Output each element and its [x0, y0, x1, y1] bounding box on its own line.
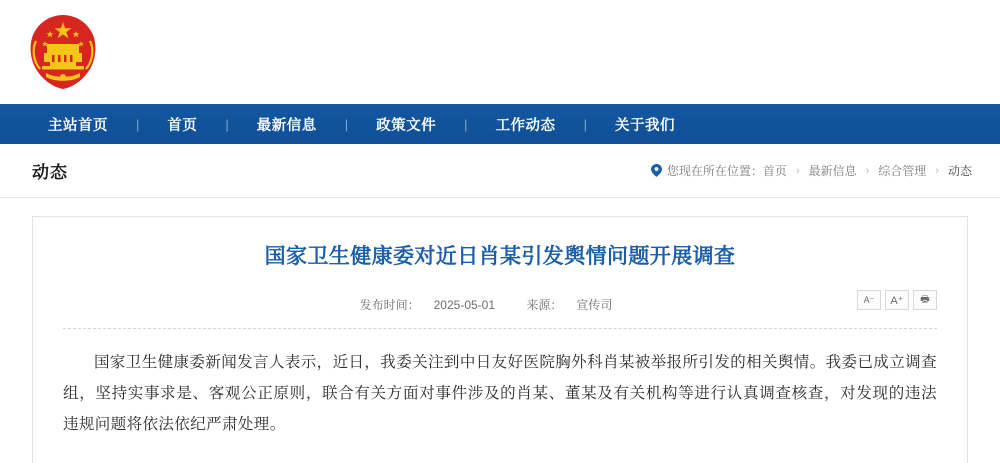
article-card	[32, 216, 968, 463]
article-tools	[853, 290, 937, 310]
print-icon[interactable]: 🖶	[913, 290, 937, 310]
nav-item-2[interactable]: 最新信息	[256, 117, 317, 134]
nav-item-0[interactable]: 主站首页	[48, 117, 108, 134]
article-meta-row	[63, 292, 937, 316]
source-label: 来源：	[526, 297, 563, 312]
nav-item-5[interactable]: 关于我们	[614, 117, 675, 134]
nav-separator: |	[225, 116, 229, 132]
breadcrumb-arrow: ›	[935, 164, 939, 177]
location-pin-icon	[651, 164, 662, 177]
site-header	[0, 0, 1000, 104]
breadcrumb-arrow: ›	[865, 164, 870, 177]
breadcrumb	[651, 162, 972, 179]
breadcrumb-item-0[interactable]: 首页	[762, 164, 787, 178]
breadcrumb-item-3: 动态	[947, 164, 972, 178]
nav-item-1[interactable]: 首页	[167, 117, 198, 134]
publish-time-value: 2025-05-01	[433, 297, 496, 312]
main-navigation	[0, 104, 1000, 144]
publish-time	[360, 298, 509, 312]
article-divider	[63, 328, 937, 329]
source-value: 宣传司	[576, 297, 613, 312]
breadcrumb-item-2[interactable]: 综合管理	[878, 164, 927, 178]
nav-separator: |	[344, 116, 349, 132]
content-wrapper	[0, 198, 1000, 463]
page-title: 动态	[32, 163, 68, 182]
nav-item-3[interactable]: 政策文件	[376, 117, 437, 134]
article-title: 国家卫生健康委对近日肖某引发舆情问题开展调查	[264, 245, 736, 268]
decrease-font-button[interactable]: A⁻	[857, 290, 881, 310]
article-body: 国家卫生健康委新闻发言人表示，近日，我委关注到中日友好医院胸外科肖某被举报所引发的相关舆情。我委已成立调查组，坚持实事求是、客观公正原则，联合有关方面对事件涉及的肖某、董某及有关机构等进行认真调查核查，对发现的违法违规问题将依法依纪严肃处理。	[63, 353, 937, 434]
article-meta	[360, 296, 641, 313]
nav-item-4[interactable]: 工作动态	[495, 117, 556, 134]
publish-time-label: 发布时间：	[359, 297, 420, 312]
nav-separator: |	[464, 116, 468, 132]
national-emblem-icon	[22, 11, 104, 93]
breadcrumb-prefix: 您现在所在位置：	[666, 164, 763, 178]
breadcrumb-row	[0, 144, 1000, 198]
breadcrumb-item-1[interactable]: 最新信息	[808, 164, 857, 178]
increase-font-button[interactable]: A⁺	[885, 290, 909, 310]
nav-separator: |	[583, 116, 587, 132]
source	[526, 298, 626, 312]
breadcrumb-arrow: ›	[795, 164, 800, 177]
nav-separator: |	[136, 116, 140, 132]
